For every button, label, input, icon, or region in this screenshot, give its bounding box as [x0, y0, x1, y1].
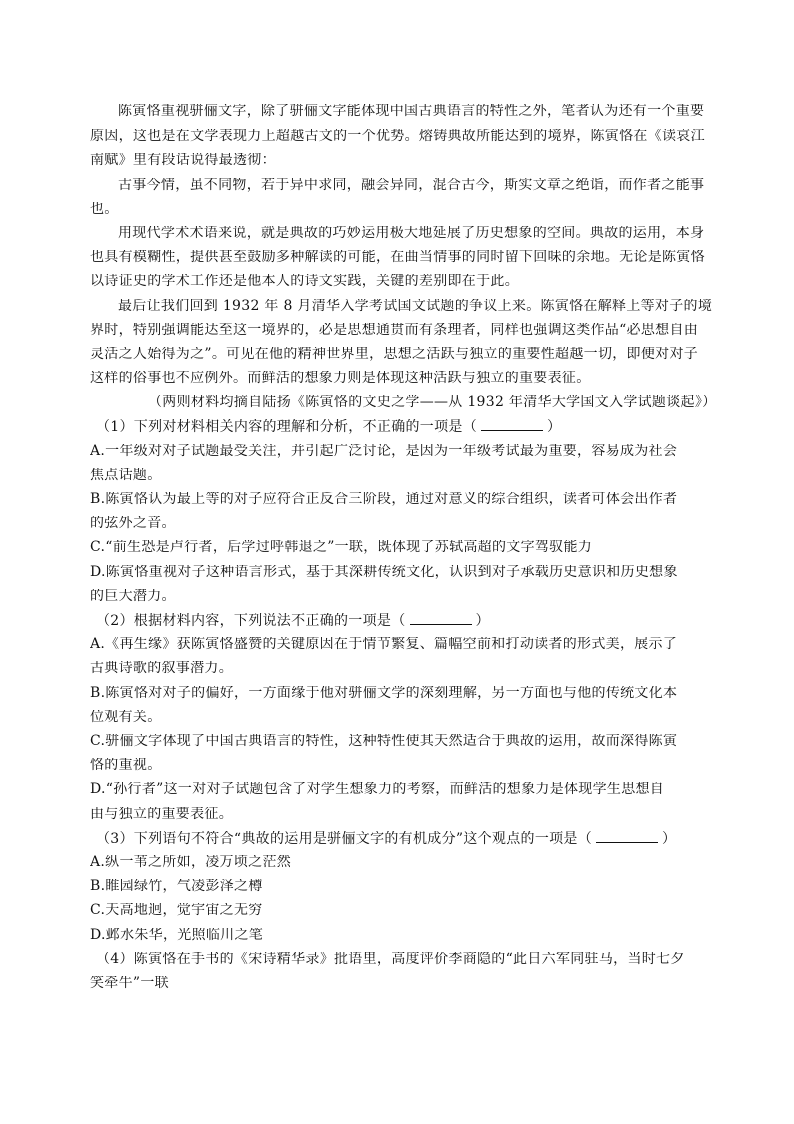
q2-option-d: D.“孙行者”这一对对子试题包含了对学生想象力的考察，而鲜活的想象力是体现学生思想自: [90, 782, 665, 796]
q2-option-b-cont: 位观有关。: [90, 710, 162, 724]
passage-line: 用现代学术术语来说，就是典故的巧妙运用极大地延展了历史想象的空间。典故的运用，本身: [118, 226, 705, 240]
q2-option-a: A.《再生缘》获陈寅恪盛赞的关键原因在于情节繁复、篇幅空前和打动读者的形式美，展示了: [90, 637, 678, 651]
passage-line: 最后让我们回到 1932 年 8 月清华入学考试国文试题的争议上来。陈寅恪在解释上等对子的境: [118, 299, 713, 313]
q1-option-d: D.陈寅恪重视对子这种语言形式，基于其深耕传统文化，认识到对子承载历史意识和历史想象: [90, 565, 678, 579]
answer-blank[interactable]: [481, 419, 543, 431]
q2-option-a-cont: 古典诗歌的叙事潜力。: [90, 661, 233, 675]
q1-option-b-cont: 的弦外之音。: [90, 516, 176, 530]
question-1-stem: （1）下列对材料相关内容的理解和分析，不正确的一项是（ ）: [96, 419, 562, 434]
q2-option-d-cont: 由与独立的重要表征。: [90, 807, 233, 821]
q3-option-a: A.纵一苇之所如，凌万顷之茫然: [90, 855, 292, 869]
q3-option-d: D.邺水朱华，光照临川之笔: [90, 928, 264, 942]
q3-option-c: C.天高地迥，觉宇宙之无穷: [90, 903, 263, 917]
question-4-stem: （4）陈寅恪在手书的《宋诗精华录》批语里，高度评价李商隐的“此日六军同驻马，当时七夕: [96, 952, 685, 966]
q1-option-c: C.“前生恐是卢行者，后学过呼韩退之”一联，既体现了苏轼高超的文字驾驭能力: [90, 540, 593, 554]
answer-blank[interactable]: [596, 831, 658, 843]
q1-option-a-cont: 焦点话题。: [90, 468, 162, 482]
q2-option-c-cont: 恪的重视。: [90, 758, 162, 772]
q2-option-c: C.骈俪文字体现了中国古典语言的特性，这种特性使其天然适合于典故的运用，故而深得陈寅: [90, 734, 678, 748]
quote-line: 古事今情，虽不同物，若于异中求同，融会异同，混合古今，斯实文章之绝诣，而作者之能事: [118, 178, 705, 192]
q1-option-b: B.陈寅恪认为最上等的对子应符合正反合三阶段，通过对意义的综合组织，读者可体会出作者: [90, 492, 678, 506]
passage-line: 南赋》里有段话说得最透彻：: [90, 153, 276, 167]
passage-line: 原因，这也是在文学表现力上超越古文的一个优势。熔铸典故所能达到的境界，陈寅恪在《读哀江: [90, 129, 705, 143]
passage-line: 以诗证史的学术工作还是他本人的诗文实践，关键的差别即在于此。: [90, 274, 519, 288]
quote-line: 也。: [90, 202, 119, 216]
passage-line: 也具有模糊性，提供甚至鼓励多种解读的可能，在曲当情事的同时留下回味的余地。无论是陈寅恪: [90, 250, 705, 264]
q3-option-b: B.睢园绿竹，气凌彭泽之樽: [90, 879, 263, 893]
passage-line: 陈寅恪重视骈俪文字，除了骈俪文字能体现中国古典语言的特性之外，笔者认为还有一个重要: [118, 104, 705, 118]
question-3-stem: （3）下列语句不符合“典故的运用是骈俪文字的有机成分”这个观点的一项是（ ）: [96, 831, 677, 846]
question-4-stem-cont: 笑牵牛”一联: [90, 976, 169, 990]
passage-line: 界时，特别强调能达至这一境界的，必是思想通贯而有条理者，同样也强调这类作品“必思想自由: [90, 323, 699, 337]
q1-option-a: A.一年级对对子试题最受关注，并引起广泛讨论，是因为一年级考试最为重要，容易成为社会: [90, 444, 678, 458]
question-2-stem: （2）根据材料内容，下列说法不正确的一项是（ ）: [96, 613, 490, 628]
q1-option-d-cont: 的巨大潜力。: [90, 589, 176, 603]
source-citation: （两则材料均摘自陆扬《陈寅恪的文史之学——从 1932 年清华大学国文入学试题谈起》）: [148, 395, 717, 409]
passage-line: 这样的俗事也不应例外。而鲜活的想象力则是体现这种活跃与独立的重要表征。: [90, 371, 591, 385]
answer-blank[interactable]: [410, 613, 472, 625]
q2-option-b: B.陈寅恪对对子的偏好，一方面缘于他对骈俪文学的深刻理解，另一方面也与他的传统文化本: [90, 686, 678, 700]
passage-line: 灵活之人始得为之”。可见在他的精神世界里，思想之活跃与独立的重要性超越一切，即便对对子: [90, 347, 699, 361]
